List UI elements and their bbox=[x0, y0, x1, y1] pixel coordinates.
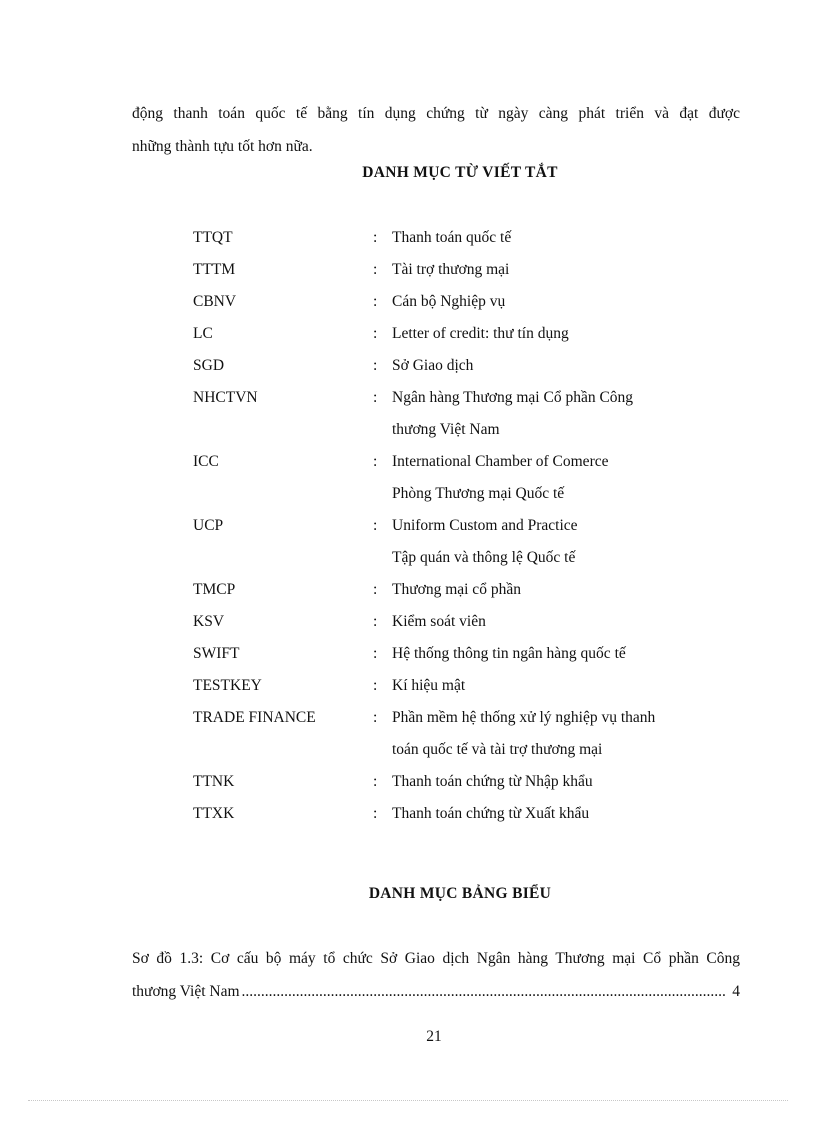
abbreviation-term bbox=[193, 542, 373, 574]
abbreviation-colon bbox=[373, 734, 392, 766]
abbreviation-colon: : bbox=[373, 229, 378, 246]
abbreviation-definition: Kí hiệu mật bbox=[392, 677, 466, 694]
abbreviations-heading: DANH MỤC TỪ VIẾT TẮT bbox=[362, 164, 558, 181]
toc-entry-page: 4 bbox=[732, 983, 740, 1000]
abbreviation-row bbox=[193, 670, 713, 702]
abbreviation-term: TESTKEY bbox=[193, 677, 262, 694]
abbreviation-row-continuation bbox=[193, 734, 713, 766]
abbreviation-colon: : bbox=[373, 293, 378, 310]
abbreviation-definition: Hệ thống thông tin ngân hàng quốc tế bbox=[392, 645, 626, 662]
intro-paragraph bbox=[132, 97, 740, 163]
abbreviation-term: TTNK bbox=[193, 773, 235, 790]
abbreviation-colon: : bbox=[373, 773, 378, 790]
abbreviation-colon: : bbox=[373, 325, 378, 342]
toc-entry-title-end: thương Việt Nam bbox=[132, 983, 240, 1000]
abbreviation-definition: thương Việt Nam bbox=[392, 421, 500, 438]
tables-heading: DANH MỤC BẢNG BIỂU bbox=[368, 885, 552, 902]
abbreviation-colon: : bbox=[373, 581, 378, 598]
abbreviation-definition: Sở Giao dịch bbox=[392, 357, 474, 374]
abbreviation-term: TTXK bbox=[193, 805, 235, 822]
abbreviation-term: TRADE FINANCE bbox=[193, 709, 316, 726]
page-number: 21 bbox=[426, 1028, 442, 1045]
abbreviation-colon: : bbox=[373, 357, 378, 374]
abbreviation-term bbox=[193, 734, 373, 766]
abbreviation-term: TTTM bbox=[193, 261, 236, 278]
abbreviation-colon bbox=[373, 542, 392, 574]
abbreviation-colon: : bbox=[373, 261, 378, 278]
abbreviation-row bbox=[193, 798, 713, 830]
abbreviation-term: TTQT bbox=[193, 229, 233, 246]
abbreviation-row bbox=[193, 766, 713, 798]
abbreviation-definition: Phòng Thương mại Quốc tế bbox=[392, 485, 565, 502]
abbreviation-row-continuation bbox=[193, 414, 713, 446]
abbreviation-row bbox=[193, 382, 713, 414]
abbreviation-colon: : bbox=[373, 677, 378, 694]
page-bottom-divider bbox=[28, 1100, 788, 1101]
abbreviation-definition: Thanh toán chứng từ Nhập khẩu bbox=[392, 773, 593, 790]
abbreviation-colon: : bbox=[373, 453, 378, 470]
abbreviation-term: NHCTVN bbox=[193, 389, 258, 406]
abbreviation-term: SWIFT bbox=[193, 645, 240, 662]
abbreviation-colon: : bbox=[373, 805, 378, 822]
abbreviation-row bbox=[193, 446, 713, 478]
abbreviation-definition: Phần mềm hệ thống xử lý nghiệp vụ thanh bbox=[392, 709, 656, 726]
abbreviation-colon: : bbox=[373, 517, 378, 534]
abbreviation-definition: Thanh toán chứng từ Xuất khẩu bbox=[392, 805, 590, 822]
toc-dot-leader bbox=[242, 975, 727, 1008]
abbreviation-definition: Tập quán và thông lệ Quốc tế bbox=[392, 549, 576, 566]
table-of-figures bbox=[132, 942, 740, 1008]
abbreviation-definition: Thanh toán quốc tế bbox=[392, 229, 512, 246]
abbreviation-row-continuation bbox=[193, 542, 713, 574]
abbreviation-definition: Kiểm soát viên bbox=[392, 613, 486, 630]
abbreviations-list bbox=[193, 222, 713, 830]
abbreviation-term: CBNV bbox=[193, 293, 237, 310]
abbreviation-row bbox=[193, 606, 713, 638]
abbreviation-colon: : bbox=[373, 709, 378, 726]
abbreviation-row-continuation bbox=[193, 478, 713, 510]
abbreviation-term: SGD bbox=[193, 357, 225, 374]
abbreviation-row bbox=[193, 286, 713, 318]
abbreviation-row bbox=[193, 574, 713, 606]
abbreviation-term bbox=[193, 478, 373, 510]
toc-entry-line-2 bbox=[132, 975, 740, 1008]
abbreviation-colon: : bbox=[373, 613, 378, 630]
intro-line-1: động thanh toán quốc tế bằng tín dụng chứng từ ngày càng phát triển và đạt được bbox=[132, 105, 740, 122]
abbreviation-colon bbox=[373, 478, 392, 510]
abbreviation-term: UCP bbox=[193, 517, 224, 534]
abbreviation-row bbox=[193, 702, 713, 734]
abbreviation-term: LC bbox=[193, 325, 213, 342]
toc-entry-line-1: Sơ đồ 1.3: Cơ cấu bộ máy tổ chức Sở Giao dịch Ngân hàng Thương mại Cổ phần Công bbox=[132, 950, 740, 967]
abbreviation-row bbox=[193, 222, 713, 254]
abbreviation-definition: International Chamber of Comerce bbox=[392, 453, 609, 470]
abbreviation-colon bbox=[373, 414, 392, 446]
abbreviation-row bbox=[193, 510, 713, 542]
abbreviation-colon: : bbox=[373, 389, 378, 406]
abbreviation-term bbox=[193, 414, 373, 446]
abbreviation-term: TMCP bbox=[193, 581, 236, 598]
abbreviation-row bbox=[193, 638, 713, 670]
intro-line-2: những thành tựu tốt hơn nữa. bbox=[132, 138, 313, 155]
abbreviation-term: KSV bbox=[193, 613, 225, 630]
abbreviation-definition: Thương mại cổ phần bbox=[392, 581, 521, 598]
abbreviation-term: ICC bbox=[193, 453, 219, 470]
abbreviation-definition: Cán bộ Nghiệp vụ bbox=[392, 293, 506, 310]
abbreviation-definition: Letter of credit: thư tín dụng bbox=[392, 325, 569, 342]
abbreviation-colon: : bbox=[373, 645, 378, 662]
abbreviation-definition: toán quốc tế và tài trợ thương mại bbox=[392, 741, 603, 758]
abbreviation-row bbox=[193, 254, 713, 286]
abbreviation-row bbox=[193, 350, 713, 382]
abbreviation-row bbox=[193, 318, 713, 350]
abbreviation-definition: Tài trợ thương mại bbox=[392, 261, 510, 278]
abbreviation-definition: Uniform Custom and Practice bbox=[392, 517, 578, 534]
abbreviation-definition: Ngân hàng Thương mại Cổ phần Công bbox=[392, 389, 634, 406]
